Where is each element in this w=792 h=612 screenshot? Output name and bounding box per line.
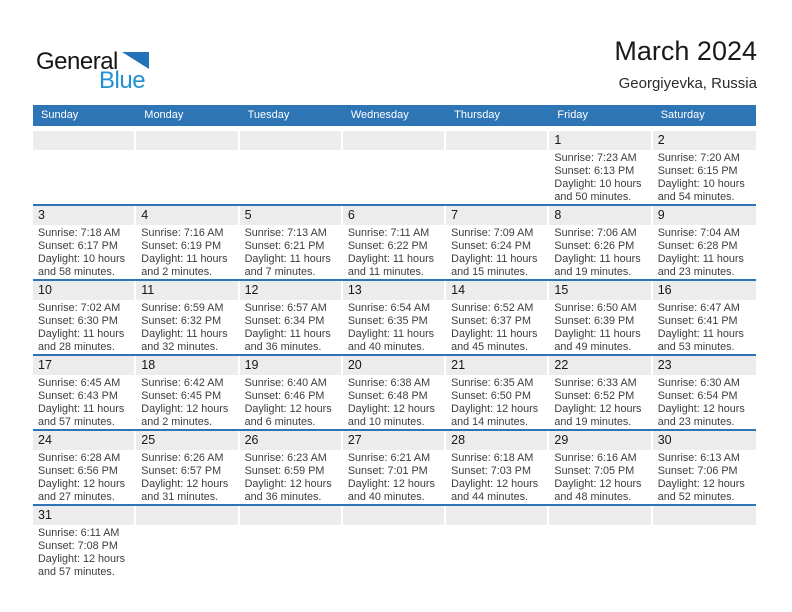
day-cell-6 [343,206,446,279]
sunrise-text: Sunrise: 7:13 AM [244,227,327,239]
sunset-text: Sunset: 6:34 PM [244,315,325,327]
day-number: 4 [136,206,237,225]
daylight-text-line1: Daylight: 11 hours [141,328,228,340]
daylight-text-line1: Daylight: 12 hours [141,403,229,415]
day-number: 7 [446,206,547,225]
sunset-text: Sunset: 6:46 PM [244,390,325,402]
day-number: 13 [343,281,444,300]
day-cell-empty [343,506,446,579]
daylight-text-line1: Daylight: 11 hours [244,253,331,265]
calendar-table [33,105,756,579]
sunrise-text: Sunrise: 6:28 AM [38,452,121,464]
sunset-text: Sunset: 7:01 PM [347,465,428,477]
daylight-text-line2: and 19 minutes. [554,266,632,278]
day-number [446,506,547,525]
daylight-text-line1: Daylight: 12 hours [244,478,332,490]
day-number [653,506,756,525]
daylight-text-line2: and 2 minutes. [141,416,213,428]
daylight-text-line2: and 50 minutes. [554,191,632,203]
sunrise-text: Sunrise: 6:54 AM [347,302,431,314]
sunrise-text: Sunrise: 6:16 AM [554,452,637,464]
daylight-text-line1: Daylight: 11 hours [38,328,125,340]
sunset-text: Sunset: 6:26 PM [554,240,635,252]
day-number: 29 [549,431,650,450]
daylight-text-line1: Daylight: 11 hours [554,253,641,265]
daylight-text-line1: Daylight: 12 hours [347,478,435,490]
day-cell-10 [33,281,136,354]
day-cell-19 [240,356,343,429]
day-number [343,131,444,150]
daylight-text-line1: Daylight: 11 hours [451,328,538,340]
day-number: 3 [33,206,134,225]
day-number [446,131,547,150]
sunset-text: Sunset: 7:03 PM [451,465,531,477]
sunset-text: Sunset: 6:43 PM [38,390,118,402]
sunrise-text: Sunrise: 7:04 AM [657,227,740,239]
sunset-text: Sunset: 6:28 PM [657,240,738,252]
day-cell-11 [136,281,239,354]
sunrise-text: Sunrise: 6:47 AM [657,302,740,314]
day-cell-empty [136,506,239,579]
daylight-text-line2: and 15 minutes. [451,266,528,278]
day-number: 26 [240,431,341,450]
daylight-text-line2: and 31 minutes. [141,491,219,503]
sunset-text: Sunset: 6:52 PM [554,390,635,402]
sunset-text: Sunset: 6:17 PM [38,240,118,252]
sunset-text: Sunset: 7:05 PM [554,465,635,477]
day-cell-empty [446,506,549,579]
daylight-text-line1: Daylight: 12 hours [347,403,435,415]
weekday-header-monday: Monday [144,109,184,121]
day-number: 9 [653,206,756,225]
day-number: 6 [343,206,444,225]
sunset-text: Sunset: 6:48 PM [347,390,428,402]
day-cell-1 [549,131,652,204]
day-cell-14 [446,281,549,354]
daylight-text-line1: Daylight: 10 hours [657,178,745,190]
sunset-text: Sunset: 6:39 PM [554,315,635,327]
daylight-text-line2: and 14 minutes. [451,416,528,428]
weekday-header-tuesday: Tuesday [247,109,290,121]
sunset-text: Sunset: 6:35 PM [347,315,428,327]
day-number: 30 [653,431,756,450]
day-number: 27 [343,431,444,450]
day-cell-25 [136,431,239,504]
daylight-text-line2: and 58 minutes. [38,266,115,278]
day-number: 28 [446,431,547,450]
day-cell-2 [653,131,756,204]
calendar-week-row [33,279,756,354]
sunrise-text: Sunrise: 6:33 AM [554,377,637,389]
daylight-text-line1: Daylight: 12 hours [38,553,126,565]
day-number: 12 [240,281,341,300]
daylight-text-line2: and 52 minutes. [657,491,735,503]
calendar-week-row [33,204,756,279]
sunset-text: Sunset: 6:15 PM [657,165,738,177]
sunrise-text: Sunrise: 7:16 AM [141,227,224,239]
daylight-text-line1: Daylight: 12 hours [244,403,332,415]
sunset-text: Sunset: 7:06 PM [657,465,738,477]
sunrise-text: Sunrise: 6:57 AM [244,302,327,314]
day-number: 16 [653,281,756,300]
day-number: 31 [33,506,134,525]
daylight-text-line2: and 27 minutes. [38,491,115,503]
sunrise-text: Sunrise: 6:26 AM [141,452,224,464]
daylight-text-line1: Daylight: 12 hours [554,403,642,415]
daylight-text-line1: Daylight: 11 hours [347,328,435,340]
sunrise-text: Sunrise: 6:13 AM [657,452,740,464]
sunset-text: Sunset: 6:24 PM [451,240,531,252]
day-cell-30 [653,431,756,504]
day-number: 18 [136,356,237,375]
day-cell-empty [240,131,343,204]
daylight-text-line1: Daylight: 12 hours [451,403,539,415]
daylight-text-line2: and 36 minutes. [244,341,322,353]
logo-text-blue: Blue [99,67,146,94]
daylight-text-line1: Daylight: 12 hours [657,403,745,415]
daylight-text-line2: and 23 minutes. [657,416,735,428]
day-cell-16 [653,281,756,354]
weekday-header-saturday: Saturday [660,109,705,121]
day-number: 25 [136,431,237,450]
daylight-text-line1: Daylight: 11 hours [38,403,125,415]
calendar-week-row [33,354,756,429]
day-cell-17 [33,356,136,429]
day-number: 15 [549,281,650,300]
day-number: 19 [240,356,341,375]
day-cell-26 [240,431,343,504]
daylight-text-line2: and 28 minutes. [38,341,115,353]
sunset-text: Sunset: 6:41 PM [657,315,738,327]
day-number: 24 [33,431,134,450]
day-number: 17 [33,356,134,375]
day-cell-8 [549,206,652,279]
daylight-text-line1: Daylight: 11 hours [451,253,538,265]
daylight-text-line2: and 23 minutes. [657,266,735,278]
sunset-text: Sunset: 6:13 PM [554,165,635,177]
day-cell-7 [446,206,549,279]
daylight-text-line2: and 40 minutes. [347,491,425,503]
calendar-week-row [33,131,756,204]
sunset-text: Sunset: 6:59 PM [244,465,325,477]
day-number [240,131,341,150]
sunrise-text: Sunrise: 7:11 AM [347,227,430,239]
sunrise-text: Sunrise: 6:21 AM [347,452,431,464]
sunrise-text: Sunrise: 7:09 AM [451,227,534,239]
daylight-text-line1: Daylight: 11 hours [141,253,228,265]
daylight-text-line2: and 53 minutes. [657,341,735,353]
sunset-text: Sunset: 6:45 PM [141,390,222,402]
day-number [136,506,237,525]
sunrise-text: Sunrise: 7:06 AM [554,227,637,239]
daylight-text-line2: and 48 minutes. [554,491,632,503]
daylight-text-line1: Daylight: 12 hours [141,478,229,490]
weekday-header-sunday: Sunday [41,109,79,121]
day-number [33,131,134,150]
daylight-text-line2: and 19 minutes. [554,416,632,428]
daylight-text-line1: Daylight: 12 hours [554,478,642,490]
sunrise-text: Sunrise: 6:18 AM [451,452,534,464]
sunset-text: Sunset: 6:54 PM [657,390,738,402]
day-cell-empty [240,506,343,579]
day-cell-21 [446,356,549,429]
sunrise-text: Sunrise: 7:02 AM [38,302,121,314]
day-number: 22 [549,356,650,375]
day-cell-29 [549,431,652,504]
calendar-week-row [33,429,756,504]
sunrise-text: Sunrise: 6:50 AM [554,302,637,314]
day-number: 14 [446,281,547,300]
day-cell-15 [549,281,652,354]
day-cell-empty [33,131,136,204]
daylight-text-line2: and 6 minutes. [244,416,316,428]
daylight-text-line2: and 7 minutes. [244,266,316,278]
day-cell-empty [136,131,239,204]
day-number [549,506,650,525]
daylight-text-line2: and 11 minutes. [347,266,424,278]
sunset-text: Sunset: 6:19 PM [141,240,222,252]
day-cell-empty [549,506,652,579]
day-cell-empty [653,506,756,579]
calendar-week-row [33,504,756,579]
daylight-text-line2: and 45 minutes. [451,341,528,353]
sunrise-text: Sunrise: 7:23 AM [554,152,637,164]
daylight-text-line1: Daylight: 12 hours [657,478,745,490]
sunrise-text: Sunrise: 6:52 AM [451,302,534,314]
daylight-text-line2: and 40 minutes. [347,341,425,353]
sunset-text: Sunset: 6:57 PM [141,465,222,477]
daylight-text-line2: and 49 minutes. [554,341,632,353]
day-cell-24 [33,431,136,504]
day-cell-28 [446,431,549,504]
sunrise-text: Sunrise: 6:42 AM [141,377,224,389]
sunset-text: Sunset: 6:32 PM [141,315,222,327]
day-number: 23 [653,356,756,375]
daylight-text-line1: Daylight: 11 hours [657,328,744,340]
day-cell-18 [136,356,239,429]
weekday-header-wednesday: Wednesday [350,109,409,121]
day-number: 2 [653,131,756,150]
daylight-text-line1: Daylight: 12 hours [451,478,539,490]
day-number: 5 [240,206,341,225]
day-cell-13 [343,281,446,354]
day-number [136,131,237,150]
weekday-header-row [33,105,756,126]
day-number: 20 [343,356,444,375]
sunset-text: Sunset: 6:37 PM [451,315,531,327]
sunset-text: Sunset: 6:56 PM [38,465,118,477]
calendar-weeks [33,131,756,579]
weekday-header-friday: Friday [557,109,588,121]
daylight-text-line2: and 36 minutes. [244,491,322,503]
day-number [240,506,341,525]
sunrise-text: Sunrise: 6:30 AM [657,377,740,389]
logo-text-general: General [36,48,118,75]
location-subtitle: Georgiyevka, Russia [618,75,757,92]
sunrise-text: Sunrise: 6:35 AM [451,377,534,389]
daylight-text-line2: and 57 minutes. [38,416,115,428]
sunrise-text: Sunrise: 6:45 AM [38,377,121,389]
day-cell-23 [653,356,756,429]
daylight-text-line1: Daylight: 10 hours [554,178,642,190]
sunrise-text: Sunrise: 6:38 AM [347,377,431,389]
day-cell-3 [33,206,136,279]
day-cell-4 [136,206,239,279]
day-cell-9 [653,206,756,279]
daylight-text-line2: and 57 minutes. [38,566,115,578]
sunrise-text: Sunrise: 6:59 AM [141,302,224,314]
sunrise-text: Sunrise: 7:20 AM [657,152,740,164]
day-cell-empty [446,131,549,204]
sunrise-text: Sunrise: 6:11 AM [38,527,120,539]
daylight-text-line2: and 32 minutes. [141,341,219,353]
day-cell-empty [343,131,446,204]
daylight-text-line2: and 44 minutes. [451,491,528,503]
sunrise-text: Sunrise: 6:23 AM [244,452,327,464]
daylight-text-line1: Daylight: 12 hours [38,478,126,490]
daylight-text-line1: Daylight: 11 hours [657,253,744,265]
daylight-text-line1: Daylight: 10 hours [38,253,126,265]
daylight-text-line1: Daylight: 11 hours [554,328,641,340]
day-cell-27 [343,431,446,504]
sunrise-text: Sunrise: 6:40 AM [244,377,327,389]
day-number: 21 [446,356,547,375]
sunset-text: Sunset: 7:08 PM [38,540,118,552]
day-number: 8 [549,206,650,225]
sunset-text: Sunset: 6:22 PM [347,240,428,252]
daylight-text-line1: Daylight: 11 hours [244,328,331,340]
day-cell-20 [343,356,446,429]
day-number [343,506,444,525]
daylight-text-line2: and 54 minutes. [657,191,735,203]
day-number: 10 [33,281,134,300]
day-cell-5 [240,206,343,279]
sunset-text: Sunset: 6:50 PM [451,390,531,402]
page-title: March 2024 [614,36,757,66]
day-cell-12 [240,281,343,354]
sunset-text: Sunset: 6:21 PM [244,240,325,252]
weekday-header-thursday: Thursday [454,109,500,121]
day-cell-31 [33,506,136,579]
daylight-text-line1: Daylight: 11 hours [347,253,435,265]
daylight-text-line2: and 10 minutes. [347,416,425,428]
sunset-text: Sunset: 6:30 PM [38,315,118,327]
day-cell-22 [549,356,652,429]
day-number: 11 [136,281,237,300]
general-blue-logo [36,48,166,94]
daylight-text-line2: and 2 minutes. [141,266,213,278]
sunrise-text: Sunrise: 7:18 AM [38,227,121,239]
day-number: 1 [549,131,650,150]
